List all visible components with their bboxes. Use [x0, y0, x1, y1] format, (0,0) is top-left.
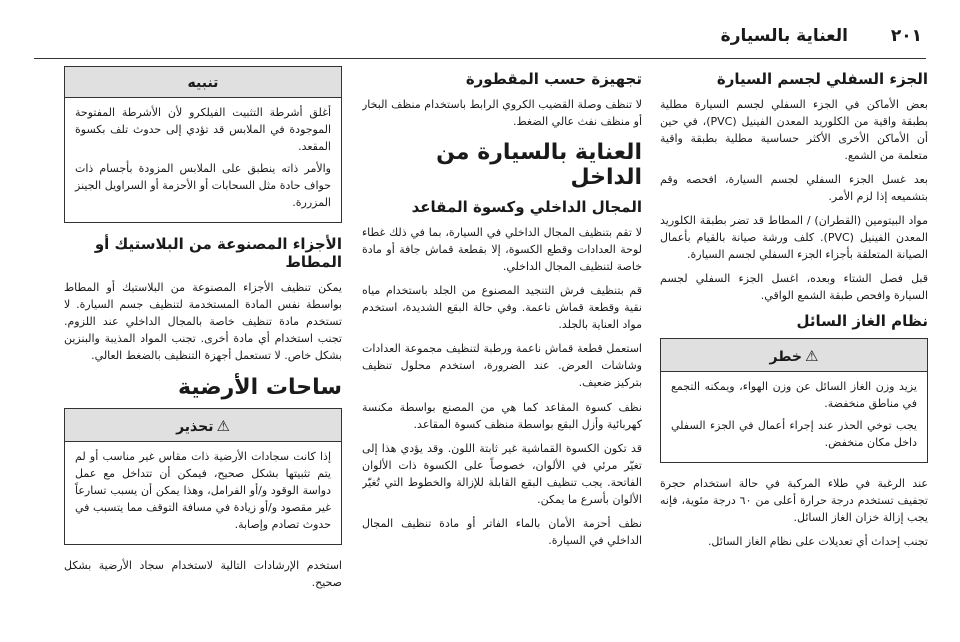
- danger-box-body: [661, 372, 927, 462]
- warning-box-body: [65, 442, 341, 544]
- page-header: [0, 12, 960, 52]
- paragraph: مواد البيتومين (القطران) / المطاط قد تضر بطبقة الكلوريد المعدن الفينيل (PVC). كلف ورشة صيانة بالقيام بأعمال الصيانة المتعلقة بأجزاء الجزء السفلي لجسم السيارة.: [660, 214, 928, 262]
- paragraph: استخدم الإرشادات التالية لاستخدام سجاد الأرضية بشكل صحيح.: [64, 558, 342, 589]
- heading-interior-upholstery: المجال الداخلي وكسوة المقاعد: [411, 198, 642, 217]
- warning-triangle-icon: ⚠: [804, 346, 819, 365]
- heading-floor-mats: ساحات الأرضية: [178, 374, 342, 400]
- paragraph: بعد غسل الجزء السفلي لجسم السيارة، افحصه وقم بتشميعه إذا لزم الأمر.: [660, 173, 928, 204]
- paragraph: يجب توخي الحذر عند إجراء أعمال في الجزء السفلي داخل مكان منخفض.: [671, 418, 917, 449]
- warning-box: [64, 408, 342, 545]
- danger-label: خطر: [769, 348, 802, 365]
- paragraph: تجنب إحداث أي تعديلات على نظام الغاز السائل.: [707, 534, 928, 548]
- paragraph: لا تقم بتنظيف المجال الداخلي في السيارة، بما في ذلك غطاء لوحة العدادات وقطع الكسوة، إلا بقطعة قماش جافة أو مادة خاصة لتنظيف المجال الداخلي.: [362, 226, 642, 274]
- warning-triangle-icon: ⚠: [216, 416, 230, 435]
- notice-box-body: [65, 98, 341, 222]
- danger-box: [660, 338, 928, 463]
- paragraph: استعمل قطعة قماش ناعمة ورطبة لتنظيف مجموعة العدادات وشاشات العرض. عند الضرورة، استخدم محلول تنظيف بتركيز ضعيف.: [362, 342, 642, 390]
- heading-interior-care: العناية بالسيارة من الداخل: [436, 140, 642, 191]
- page-number: ٢٠١: [890, 26, 922, 46]
- column-right: [660, 66, 928, 636]
- paragraph: والأمر ذاته ينطبق على الملابس المزودة بأجسام ذات حواف حادة مثل السحابات أو الأحزمة أو السراويل الجينز المزررة.: [75, 162, 331, 210]
- paragraph: يزيد وزن الغاز السائل عن وزن الهواء، ويمكنه التجمع في مناطق منخفضة.: [671, 379, 917, 410]
- notice-box-title: تنبيه: [65, 67, 341, 98]
- paragraph: لا تنظف وصلة القضيب الكروي الرابط باستخدام منظف البخار أو منظف نفث عالي الضغط.: [362, 98, 642, 129]
- warning-label: تحذير: [176, 418, 214, 435]
- heading-plastic-rubber: الأجزاء المصنوعة من البلاستيك أو المطاط: [94, 235, 342, 272]
- notice-box: [64, 66, 342, 223]
- danger-box-title: [661, 339, 927, 372]
- paragraph: نظف أحزمة الأمان بالماء الفاتر أو مادة تنظيف المجال الداخلي في السيارة.: [362, 516, 642, 547]
- paragraph: أغلق أشرطة التثبيت الفيلكرو لأن الأشرطة المفتوحة الموجودة في الملابس قد تؤدي إلى حدوث تلف بكسوة المقعد.: [75, 106, 331, 154]
- header-rule: [34, 58, 926, 59]
- heading-towbar: تجهيزة حسب المقطورة: [465, 70, 642, 88]
- heading-underbody: الجزء السفلي لجسم السيارة: [716, 70, 928, 88]
- column-left: [64, 66, 342, 636]
- running-title: العناية بالسيارة: [720, 26, 848, 46]
- column-middle: [362, 66, 642, 636]
- paragraph: إذا كانت سجادات الأرضية ذات مقاس غير مناسب أو لم يتم تثبيتها بشكل صحيح، فيمكن أن تتداخل مع عمل دواسة الوقود و/أو الفرامل، وهذا يمكن أن يسبب تسارعاً غير مقصود و/أو زيادة في مسافة التوقف مما يتسبب في حدوث تصادم وإصابة.: [75, 449, 331, 531]
- warning-box-title: [65, 409, 341, 442]
- paragraph: يمكن تنظيف الأجزاء المصنوعة من البلاستيك أو المطاط بواسطة نفس المادة المستخدمة لتنظيف جسم السيارة. لا تستخدم مادة تنظيف خاصة بالمجال الداخلي عند اللزوم. تجنب استخدام أي مادة أخرى. تجنب المواد المذيبة والبنزين بشكل خاص. لا تستعمل أجهزة التنظيف بالضغط العالي.: [64, 281, 342, 363]
- paragraph: قبل فصل الشتاء وبعده، اغسل الجزء السفلي لجسم السيارة وافحص طبقة الشمع الواقي.: [660, 272, 928, 303]
- heading-lpg-system: نظام الغاز السائل: [796, 311, 928, 330]
- paragraph: قم بتنظيف فرش التنجيد المصنوع من الجلد باستخدام مياه نقية وقطعة قماش ناعمة. وفي حالة البقع الشديدة، استخدم مواد العناية بالجلد.: [362, 284, 642, 332]
- paragraph: نظف كسوة المقاعد كما هي من المصنع بواسطة مكنسة كهربائية وأزل البقع بواسطة منظف كسوة المقاعد.: [362, 400, 642, 431]
- paragraph: عند الرغبة في طلاء المركبة في حالة استخدام حجرة تجفيف تستخدم درجة حرارة أعلى من ٦٠ درجة مئوية، فإنه يجب إزالة خزان الغاز السائل.: [660, 476, 928, 524]
- paragraph: بعض الأماكن في الجزء السفلي لجسم السيارة مطلية بطبقة واقية من الكلوريد المعدن الفينيل (PVC)، في حين أن الأماكن الأخرى الأكثر حساسية مطلية بطبقة واقية متعلمة من الشمع.: [660, 98, 928, 163]
- paragraph: قد تكون الكسوة القماشية غير ثابتة اللون. وقد يؤدي هذا إلى تغيّر مرئي في الألوان، خصوصاً على الكسوة ذات الألوان الفاتحة. يجب تنظيف البقع القابلة للإزالة والخطوط التي تُغيّر الألوان بأسرع ما يمكن.: [362, 441, 642, 506]
